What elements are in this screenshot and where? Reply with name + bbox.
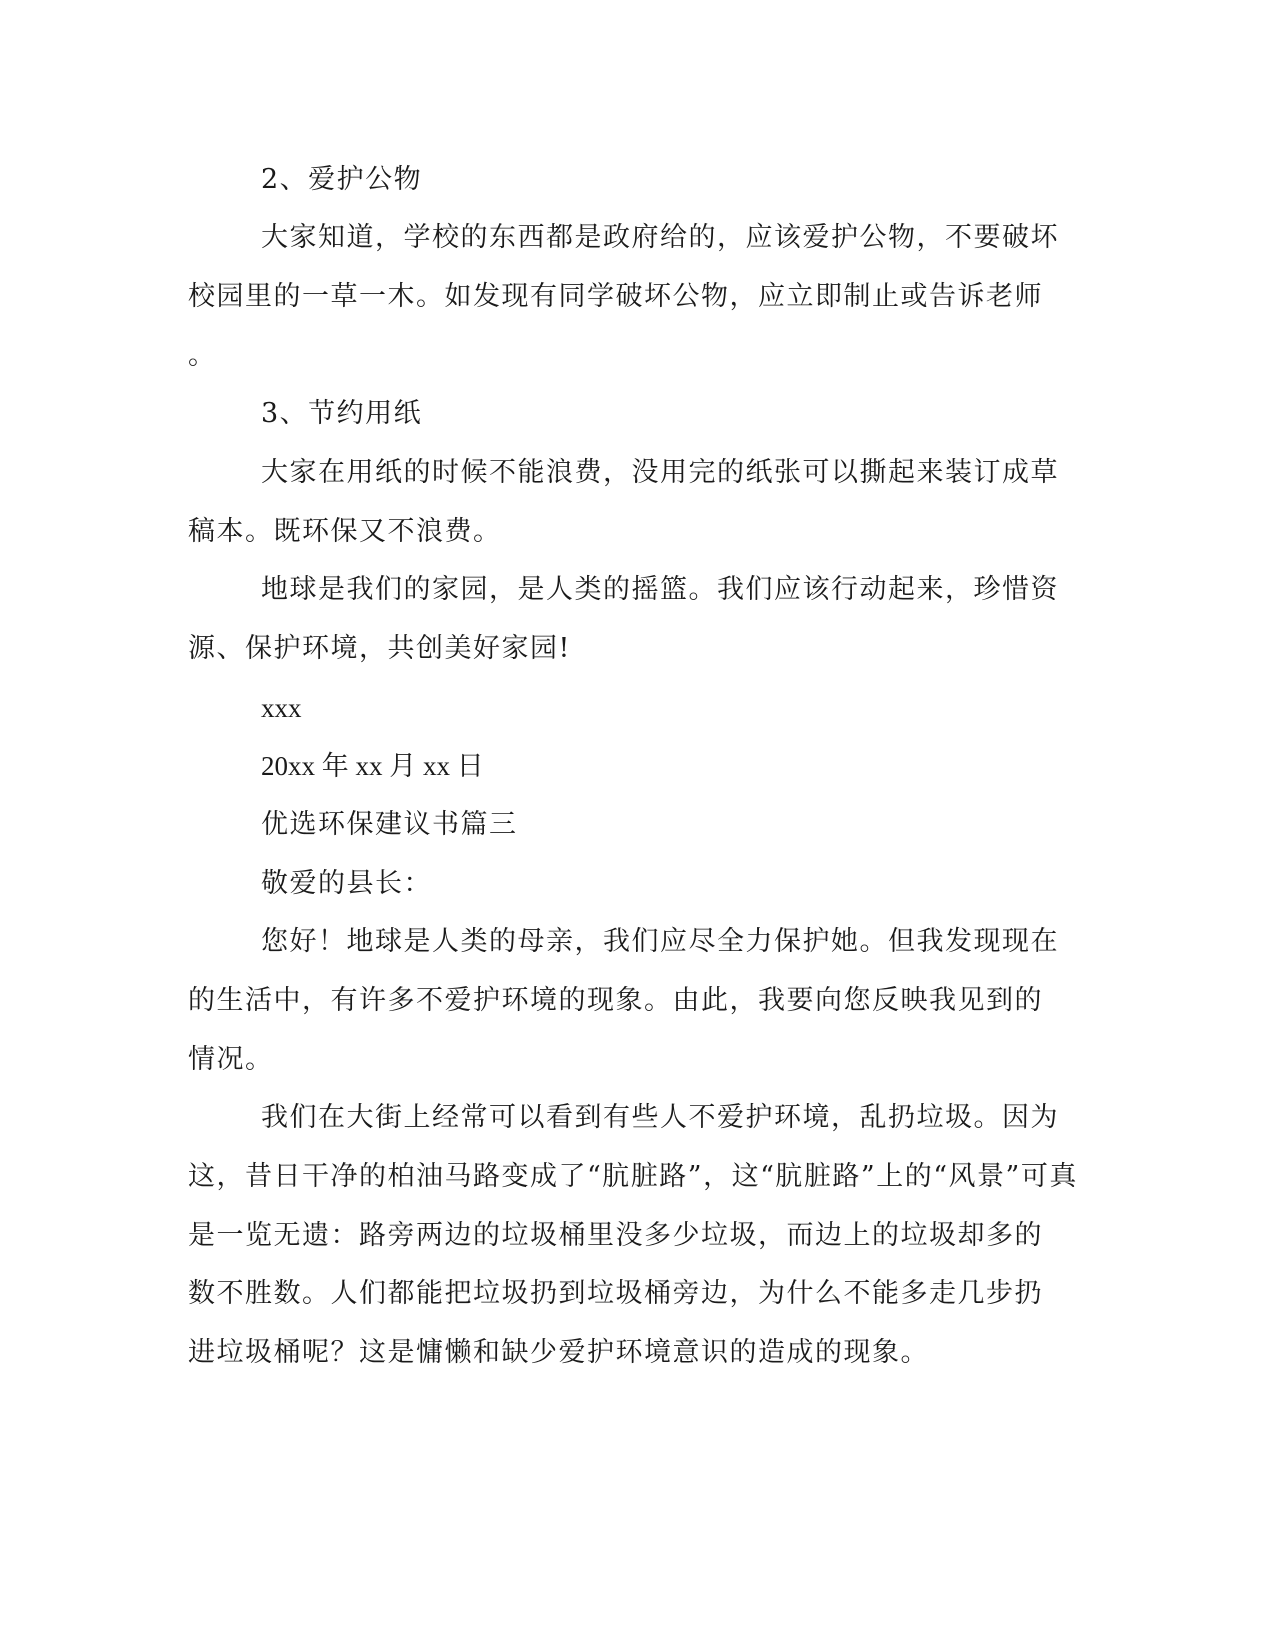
heading-care-public-property: 2、爱护公物 — [261, 164, 423, 195]
paragraph-line: 源、保护环境，共创美好家园! — [188, 633, 571, 664]
paragraph-line: 的生活中，有许多不爱护环境的现象。由此，我要向您反映我见到的 — [188, 985, 1043, 1016]
paragraph-line: 我们在大街上经常可以看到有些人不爱护环境，乱扔垃圾。因为 — [261, 1102, 1059, 1133]
heading-save-paper: 3、节约用纸 — [261, 398, 423, 429]
section-title: 优选环保建议书篇三 — [261, 809, 518, 840]
paragraph-line: 数不胜数。人们都能把垃圾扔到垃圾桶旁边，为什么不能多走几步扔 — [188, 1278, 1043, 1309]
paragraph-line: 这，昔日干净的柏油马路变成了“肮脏路”，这“肮脏路”上的“风景”可真 — [188, 1161, 1078, 1192]
paragraph-line: 地球是我们的家园，是人类的摇篮。我们应该行动起来，珍惜资 — [261, 574, 1059, 605]
paragraph-line: 稿本。既环保又不浪费。 — [188, 516, 502, 547]
paragraph-line: 大家在用纸的时候不能浪费，没用完的纸张可以撕起来装订成草 — [261, 457, 1059, 488]
paragraph-line: 您好！地球是人类的母亲，我们应尽全力保护她。但我发现现在 — [261, 926, 1059, 957]
signature-name: xxx — [261, 693, 302, 723]
paragraph-line: 校园里的一草一木。如发现有同学破坏公物，应立即制止或告诉老师 — [188, 281, 1043, 312]
signature-date: 20xx 年 xx 月 xx 日 — [261, 751, 484, 781]
paragraph-line: 进垃圾桶呢？这是慵懒和缺少爱护环境意识的造成的现象。 — [188, 1337, 929, 1368]
paragraph-line: 大家知道，学校的东西都是政府给的，应该爱护公物，不要破坏 — [261, 222, 1059, 253]
paragraph-line: 情况。 — [188, 1044, 274, 1075]
paragraph-line: 。 — [188, 340, 217, 371]
salutation: 敬爱的县长： — [261, 868, 432, 899]
paragraph-line: 是一览无遗：路旁两边的垃圾桶里没多少垃圾，而边上的垃圾却多的 — [188, 1220, 1043, 1251]
